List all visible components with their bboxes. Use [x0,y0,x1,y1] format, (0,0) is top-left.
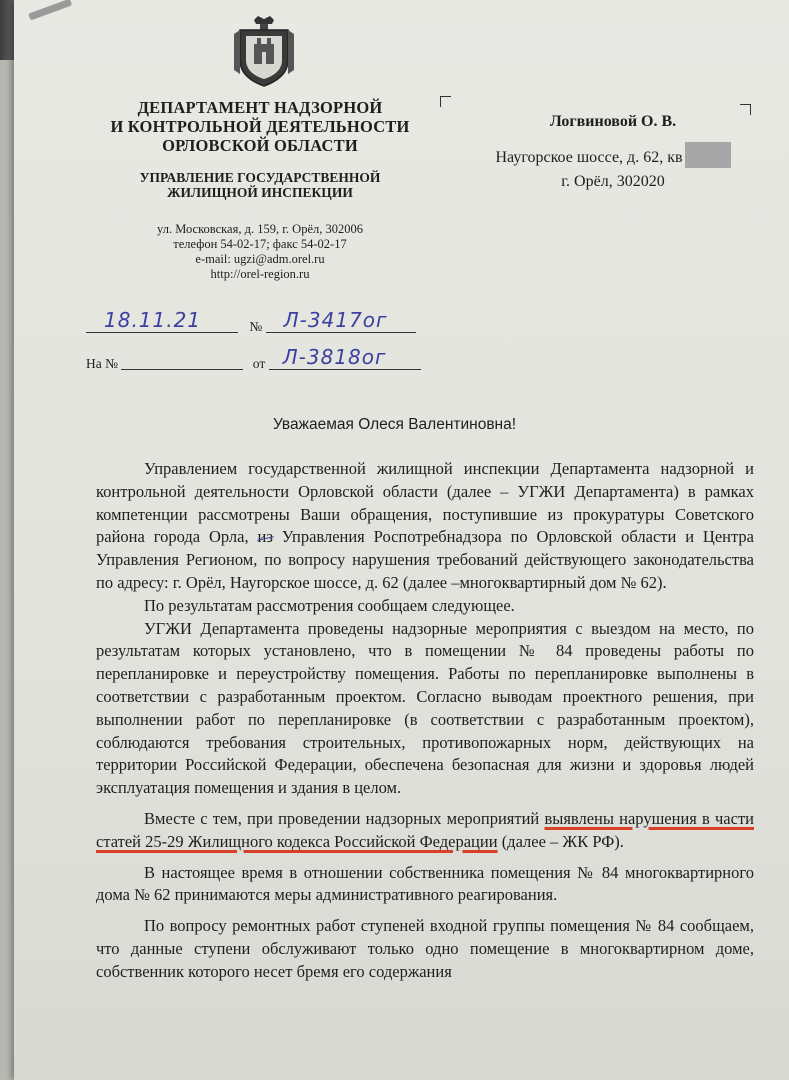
paragraph-4-text-a: Вместе с тем, при проведении надзорных мероприятий [144,808,545,828]
phone-fax: телефон 54-02-17; факс 54-02-17 [173,237,347,251]
department-name-line-2: И КОНТРОЛЬНОЙ ДЕЯТЕЛЬНОСТИ [110,117,410,136]
handwritten-date: 18.11.21 [104,308,202,332]
paragraph-4 [96,808,754,854]
paragraph-4-text-b: (далее – ЖК РФ). [497,831,624,851]
number-field [266,308,416,333]
from-label: от [252,356,266,371]
paragraph-3: УГЖИ Департамента проведены надзорные мероприятия с выездом на место, по результатам которых установлено, что в помещении № 84 проведены работы по перепланировке и переустройству помещения. Работы по перепланировке выполнены в соответствии с разработанным проектом. Согласно выводам проектного решения, при выполнении работ по перепланировке (в соответствии с разработанным проектом), соблюдаются требования строительных, противопожарных норм, действующих на территории Российской Федерации, обеспечена безопасная для жизни и здоровья людей эксплуатация помещения и здания в целом. [96,618,754,798]
coat-of-arms-emblem [232,14,296,88]
addressee-street-line [448,142,778,170]
red-underlined-violation: выявлены нарушения в части статей 25-29 Жилищного кодекса Российской Федерации [96,808,754,851]
paragraph-1-text-b: Управления Роспотребнадзора по Орловской области и Центра Управления Регионом, по вопросу нарушения требований действующего законодательства по адресу: г. Орёл, Наугорское шоссе, д. 62 (далее –многоквартирный дом № 62). [96,527,754,592]
handwritten-from-number: Л-3818ог [282,345,387,369]
addressee-block [448,110,778,194]
division-name-line-1: УПРАВЛЕНИЕ ГОСУДАРСТВЕННОЙ [139,170,381,185]
outgoing-registration-line [86,308,416,335]
addressee-city: г. Орёл, 302020 [561,173,665,190]
paragraph-1-text-a: Управлением государственной жилищной инспекции Департамента надзорной и контрольной деятельности Орловской области (далее – УГЖИ Департамента) в рамках компетенции рассмотрены Ваши обращения, поступившие из прокуратуры Советского района города Орла, [96,459,754,547]
email: e-mail: ugzi@adm.orel.ru [195,252,325,266]
paragraph-1 [96,458,754,595]
reply-to-field [121,355,243,370]
handwritten-number: Л-3417ог [283,308,388,332]
reply-to-line [86,345,421,372]
reply-to-label: На № [86,356,118,371]
addressee-name: Логвиновой О. В. [549,113,677,130]
number-label: № [249,319,263,334]
website: http://orel-region.ru [210,267,310,281]
date-field [86,308,238,333]
paragraph-5: В настоящее время в отношении собственника помещения № 84 многоквартирного дома № 62 принимаются меры административного реагирования. [96,862,754,905]
paragraph-6: По вопросу ремонтных работ ступеней входной группы помещения № 84 сообщаем, что данные ступени обслуживают только одно помещение в многоквартирном доме, собственник которого несет бремя его содержания [96,916,754,981]
from-field [269,345,421,370]
department-name-line-3: ОРЛОВСКОЙ ОБЛАСТИ [162,136,358,155]
addressee-street: Наугорское шоссе, д. 62, кв [495,149,683,166]
paragraph-2: По результатам рассмотрения сообщаем следующее. [144,595,515,615]
letter-body [96,458,754,984]
redaction-box [685,142,731,168]
department-name-line-1: ДЕПАРТАМЕНТ НАДЗОРНОЙ [137,98,383,117]
division-name-line-2: ЖИЛИЩНОЙ ИНСПЕКЦИИ [167,185,353,200]
department-name [90,98,430,155]
struck-word: из [257,527,273,547]
salutation: Уважаемая Олеся Валентиновна! [272,416,517,433]
division-name [105,170,415,200]
address-corner-left [440,96,451,107]
contact-details [105,222,415,282]
postal-address: ул. Московская, д. 159, г. Орёл, 302006 [157,222,363,236]
